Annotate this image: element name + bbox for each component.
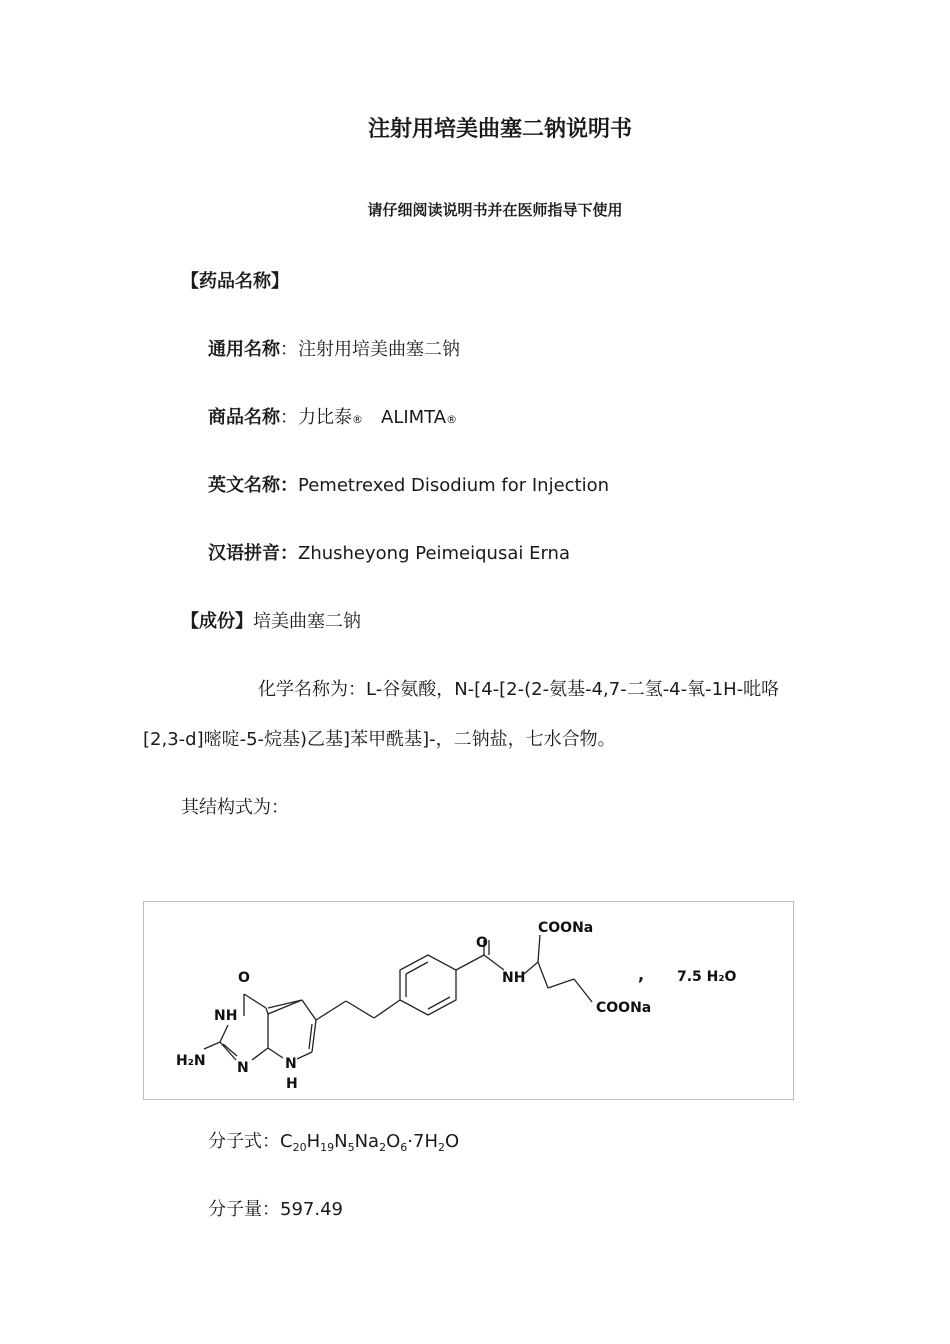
formula-c: C: [280, 1131, 293, 1152]
weight-label: 分子量：: [208, 1199, 280, 1220]
label-n-ring: N: [237, 1060, 249, 1076]
composition-value: 培美曲塞二钠: [253, 611, 361, 632]
formula-label: 分子式：: [208, 1131, 280, 1152]
label-coona-bottom: COONa: [596, 1000, 652, 1016]
label-o-top: O: [238, 970, 250, 986]
section-composition: 【成份】: [181, 611, 253, 632]
generic-name-label: 通用名称: [208, 339, 280, 360]
chemical-name-line-1: 化学名称为：L-谷氨酸，N-[4-[2-(2-氨基-4,7-二氢-4-氧-1H-吡咯: [258, 679, 780, 700]
composition-line: [181, 607, 361, 633]
label-n-pyrrole: N: [285, 1056, 297, 1072]
trade-name-sep: ：: [280, 407, 298, 428]
label-h-pyrrole: H: [286, 1076, 298, 1092]
trade-name-en: ALIMTA: [381, 407, 447, 428]
formula-na: Na: [354, 1131, 380, 1152]
formula-h: H: [306, 1131, 321, 1152]
label-coona-top: COONa: [538, 920, 594, 936]
pinyin-name-label: 汉语拼音：: [208, 543, 298, 564]
trade-name-label: 商品名称: [208, 407, 280, 428]
pinyin-name-value: Zhusheyong Peimeiqusai Erna: [298, 543, 570, 564]
document-subtitle: 请仔细阅读说明书并在医师指导下使用: [367, 201, 623, 219]
generic-name-line: [208, 335, 460, 361]
formula-o: O: [386, 1131, 401, 1152]
structure-label: 其结构式为：: [181, 797, 289, 818]
label-o-amide: O: [476, 935, 488, 951]
registered-mark: ®: [352, 413, 363, 426]
english-name-value: Pemetrexed Disodium for Injection: [298, 475, 610, 496]
chemical-name-line-2: [2,3-d]嘧啶-5-烷基)乙基]苯甲酰基]-，二钠盐，七水合物。: [143, 729, 616, 750]
label-nh-amide: NH: [502, 970, 526, 986]
formula-water-h-count: 2: [437, 1141, 445, 1154]
english-name-line: [208, 471, 609, 497]
formula-n: N: [334, 1131, 348, 1152]
weight-value: 597.49: [280, 1199, 343, 1220]
formula-n-count: 5: [347, 1141, 355, 1154]
trade-name-line: [208, 403, 457, 429]
pinyin-name-line: [208, 539, 570, 565]
structure-diagram: [143, 901, 794, 1100]
formula-water-o: O: [444, 1131, 460, 1152]
formula-o-count: 6: [400, 1141, 408, 1154]
label-hydrate: 7.5 H₂O: [677, 969, 737, 985]
section-drug-name: 【药品名称】: [181, 271, 289, 292]
molecular-formula-line: [208, 1127, 459, 1153]
generic-name-sep: ：: [280, 339, 298, 360]
formula-na-count: 2: [379, 1141, 387, 1154]
molecular-weight-line: [208, 1195, 343, 1221]
structure-bonds: [204, 935, 592, 1060]
document-title: 注射用培美曲塞二钠说明书: [367, 117, 632, 142]
english-name-label: 英文名称：: [208, 475, 298, 496]
label-h2n: H₂N: [176, 1053, 206, 1069]
label-nh-ring: NH: [214, 1008, 238, 1024]
registered-mark-2: ®: [446, 413, 458, 426]
formula-c-count: 20: [292, 1141, 307, 1154]
formula-water: ·7H: [407, 1131, 438, 1152]
label-comma: ,: [638, 965, 645, 984]
formula-h-count: 19: [320, 1141, 335, 1154]
generic-name-value: 注射用培美曲塞二钠: [298, 339, 460, 360]
trade-name-cn: 力比泰: [298, 407, 352, 428]
